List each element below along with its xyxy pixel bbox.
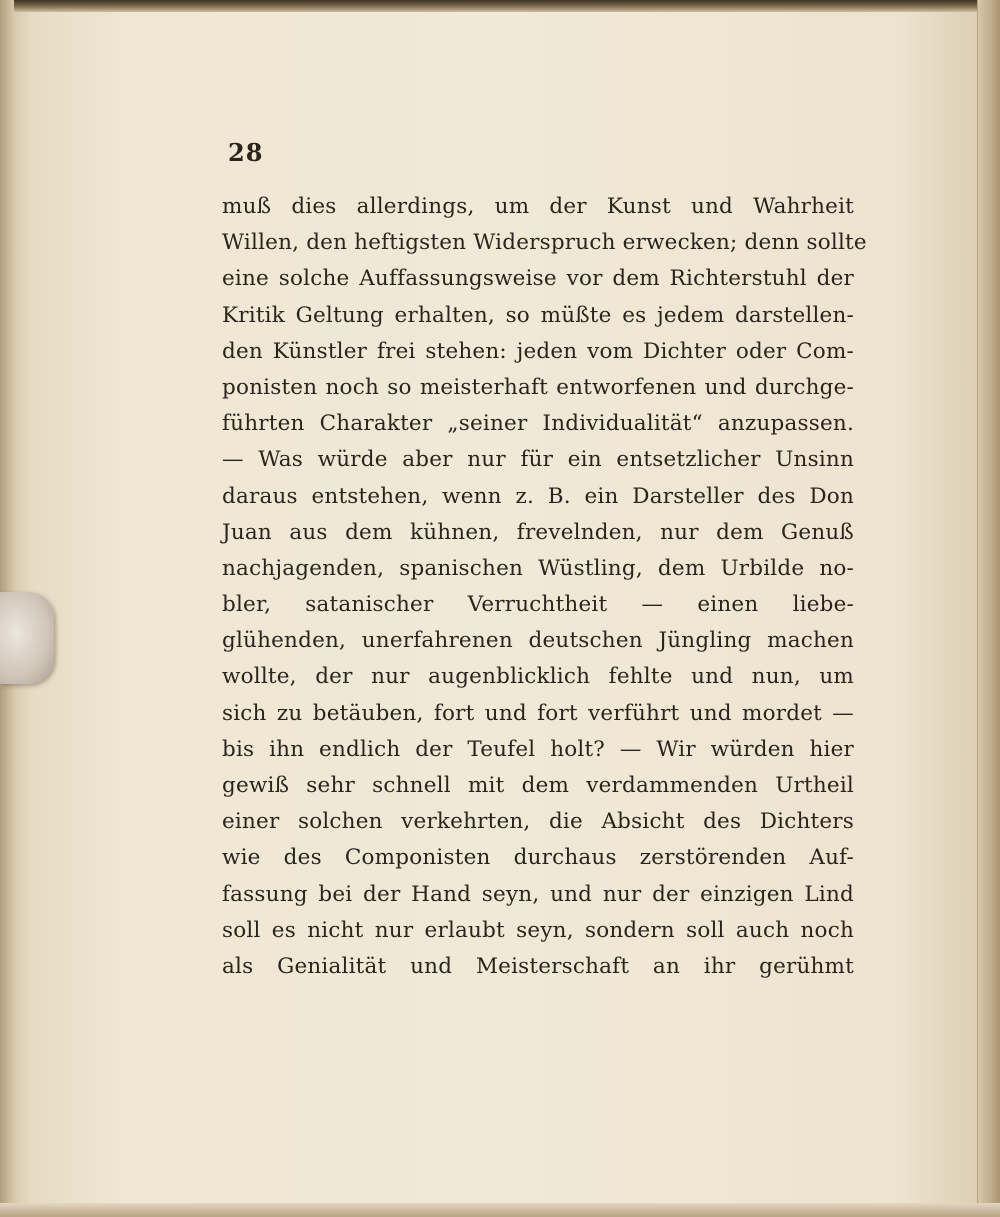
text-line: — Was würde aber nur für ein entsetzlicher Unsinn <box>222 447 854 473</box>
text-line: soll es nicht nur erlaubt seyn, sondern soll auch noch <box>222 917 854 943</box>
text-line: einer solchen verkehrten, die Absicht des Dichters <box>222 809 854 835</box>
page-bottom-edge <box>0 1203 1000 1217</box>
text-line: wollte, der nur augenblicklich fehlte und nun, um <box>222 664 854 690</box>
text-line: daraus entstehen, wenn z. B. ein Darsteller des Don <box>222 483 854 509</box>
text-line: gewiß sehr schnell mit dem verdammenden Urtheil <box>222 773 854 798</box>
page-clip <box>0 592 54 684</box>
text-line: glühenden, unerfahrenen deutschen Jüngling machen <box>222 628 854 654</box>
page-top-edge <box>0 0 1000 12</box>
text-line: als Genialität und Meisterschaft an ihr gerühmt <box>222 953 854 979</box>
text-line: Kritik Geltung erhalten, so müßte es jedem darstellen- <box>222 302 854 328</box>
text-line: ponisten noch so meisterhaft entworfenen und durchge- <box>222 374 854 400</box>
text-line: wie des Componisten durchaus zerstörenden Auf- <box>222 845 854 871</box>
page-body <box>222 138 867 985</box>
page-right-edge <box>977 0 1000 1217</box>
text-line: bis ihn endlich der Teufel holt? — Wir würden hier <box>222 736 854 762</box>
text-line: Willen, den heftigsten Widerspruch erwecken; denn sollte <box>222 230 867 256</box>
text-line: muß dies allerdings, um der Kunst und Wahrheit <box>222 194 854 219</box>
text-block <box>222 189 867 985</box>
text-line: den Künstler frei stehen: jeden vom Dichter oder Com- <box>222 338 854 364</box>
text-line: bler, satanischer Verruchtheit — einen liebe- <box>222 592 854 618</box>
text-line: fassung bei der Hand seyn, und nur der einzigen Lind <box>222 881 854 907</box>
text-line: eine solche Auffassungsweise vor dem Richterstuhl der <box>222 266 854 292</box>
text-line: führten Charakter „seiner Individualität“ anzupassen. <box>222 411 854 437</box>
page-number: 28 <box>228 138 264 167</box>
text-line: nachjagenden, spanischen Wüstling, dem Urbilde no- <box>222 555 854 581</box>
text-line: sich zu betäuben, fort und fort verführt und mordet — <box>222 700 854 726</box>
text-line: Juan aus dem kühnen, frevelnden, nur dem Genuß <box>222 519 854 545</box>
